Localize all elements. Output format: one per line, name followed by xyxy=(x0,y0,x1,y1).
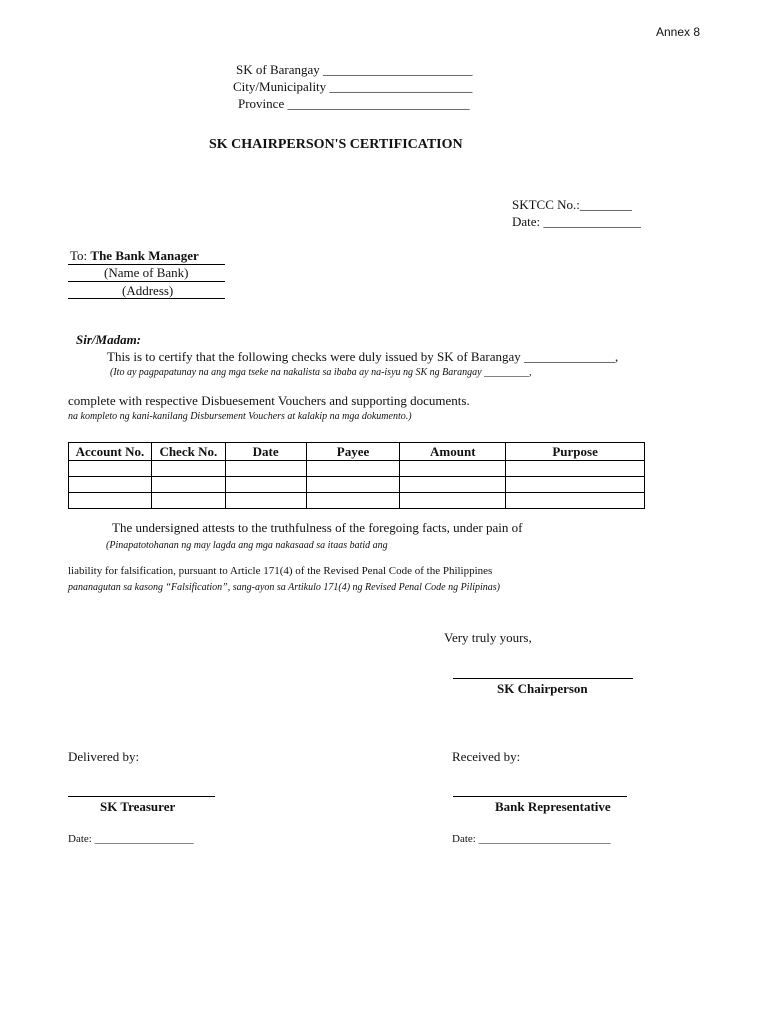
bank-address: (Address) xyxy=(122,283,174,298)
table-header-row xyxy=(69,443,645,461)
col-account-no: Account No. xyxy=(69,443,152,461)
col-check-no: Check No. xyxy=(151,443,225,461)
header-province: Province ____________________________ xyxy=(238,96,470,111)
col-purpose: Purpose xyxy=(506,443,645,461)
table-cell xyxy=(306,493,400,509)
bank-name-line xyxy=(68,281,225,282)
table-cell xyxy=(151,493,225,509)
table-cell xyxy=(225,493,306,509)
table-cell xyxy=(506,493,645,509)
table-cell xyxy=(400,461,506,477)
document-title: SK CHAIRPERSON'S CERTIFICATION xyxy=(209,137,463,152)
treasurer-signature-line xyxy=(68,796,215,797)
received-by-label: Received by: xyxy=(452,749,521,764)
table-cell xyxy=(506,461,645,477)
attest-translation: (Pinapatotohanan ng may lagda ang mga nakasaad sa itaas batid ang xyxy=(106,540,388,551)
bank-rep-label: Bank Representative xyxy=(495,799,611,814)
chairperson-label: SK Chairperson xyxy=(497,681,588,696)
date-left: Date: __________________ xyxy=(68,833,194,845)
header-city: City/Municipality ______________________ xyxy=(233,79,473,94)
certify-text: This is to certify that the following checks were duly issued by SK of Barangay ______________, xyxy=(107,349,619,364)
table-cell xyxy=(400,477,506,493)
table-cell xyxy=(400,493,506,509)
table-cell xyxy=(306,477,400,493)
bank-name: (Name of Bank) xyxy=(104,265,189,280)
chairperson-signature-line xyxy=(453,678,633,679)
address-line xyxy=(68,298,225,299)
table-row xyxy=(69,477,645,493)
col-amount: Amount xyxy=(400,443,506,461)
date-top: Date: _______________ xyxy=(512,214,641,229)
certify-translation: (Ito ay pagpapatunay na ang mga tseke na nakalista sa ibaba ay na-isyu ng SK ng Barangay _________, xyxy=(110,367,532,378)
salutation: Sir/Madam: xyxy=(76,332,142,347)
col-date: Date xyxy=(225,443,306,461)
table-cell xyxy=(151,461,225,477)
attest-text: The undersigned attests to the truthfulness of the foregoing facts, under pain of xyxy=(112,520,523,535)
complete-translation: na kompleto ng kani-kanilang Disbursement Vouchers at kalakip na mga dokumento.) xyxy=(68,411,412,422)
treasurer-label: SK Treasurer xyxy=(100,799,176,814)
addressee xyxy=(70,248,199,264)
complete-text: complete with respective Disbuesement Vouchers and supporting documents. xyxy=(68,393,470,408)
liability-translation: pananagutan sa kasong “Falsification”, sang-ayon sa Artikulo 171(4) ng Revised Penal Code ng Pilipinas) xyxy=(68,582,501,593)
checks-table xyxy=(68,442,645,509)
bank-rep-signature-line xyxy=(453,796,627,797)
liability-text: liability for falsification, pursuant to Article 171(4) of the Revised Penal Code of the Philippines xyxy=(68,565,493,577)
delivered-by-label: Delivered by: xyxy=(68,749,140,764)
sktcc-number: SKTCC No.:________ xyxy=(512,197,632,212)
table-cell xyxy=(306,461,400,477)
date-right: Date: ________________________ xyxy=(452,833,611,845)
closing: Very truly yours, xyxy=(444,630,532,645)
col-payee: Payee xyxy=(306,443,400,461)
bank-manager: The Bank Manager xyxy=(90,248,199,263)
header-barangay: SK of Barangay _______________________ xyxy=(236,62,473,77)
table-cell xyxy=(225,477,306,493)
table-cell xyxy=(69,461,152,477)
table-cell xyxy=(225,461,306,477)
table-cell xyxy=(151,477,225,493)
annex-label: Annex 8 xyxy=(656,25,701,39)
table-row xyxy=(69,493,645,509)
table-row xyxy=(69,461,645,477)
table-cell xyxy=(69,493,152,509)
table-cell xyxy=(69,477,152,493)
to-prefix: To: xyxy=(70,248,88,263)
table-cell xyxy=(506,477,645,493)
